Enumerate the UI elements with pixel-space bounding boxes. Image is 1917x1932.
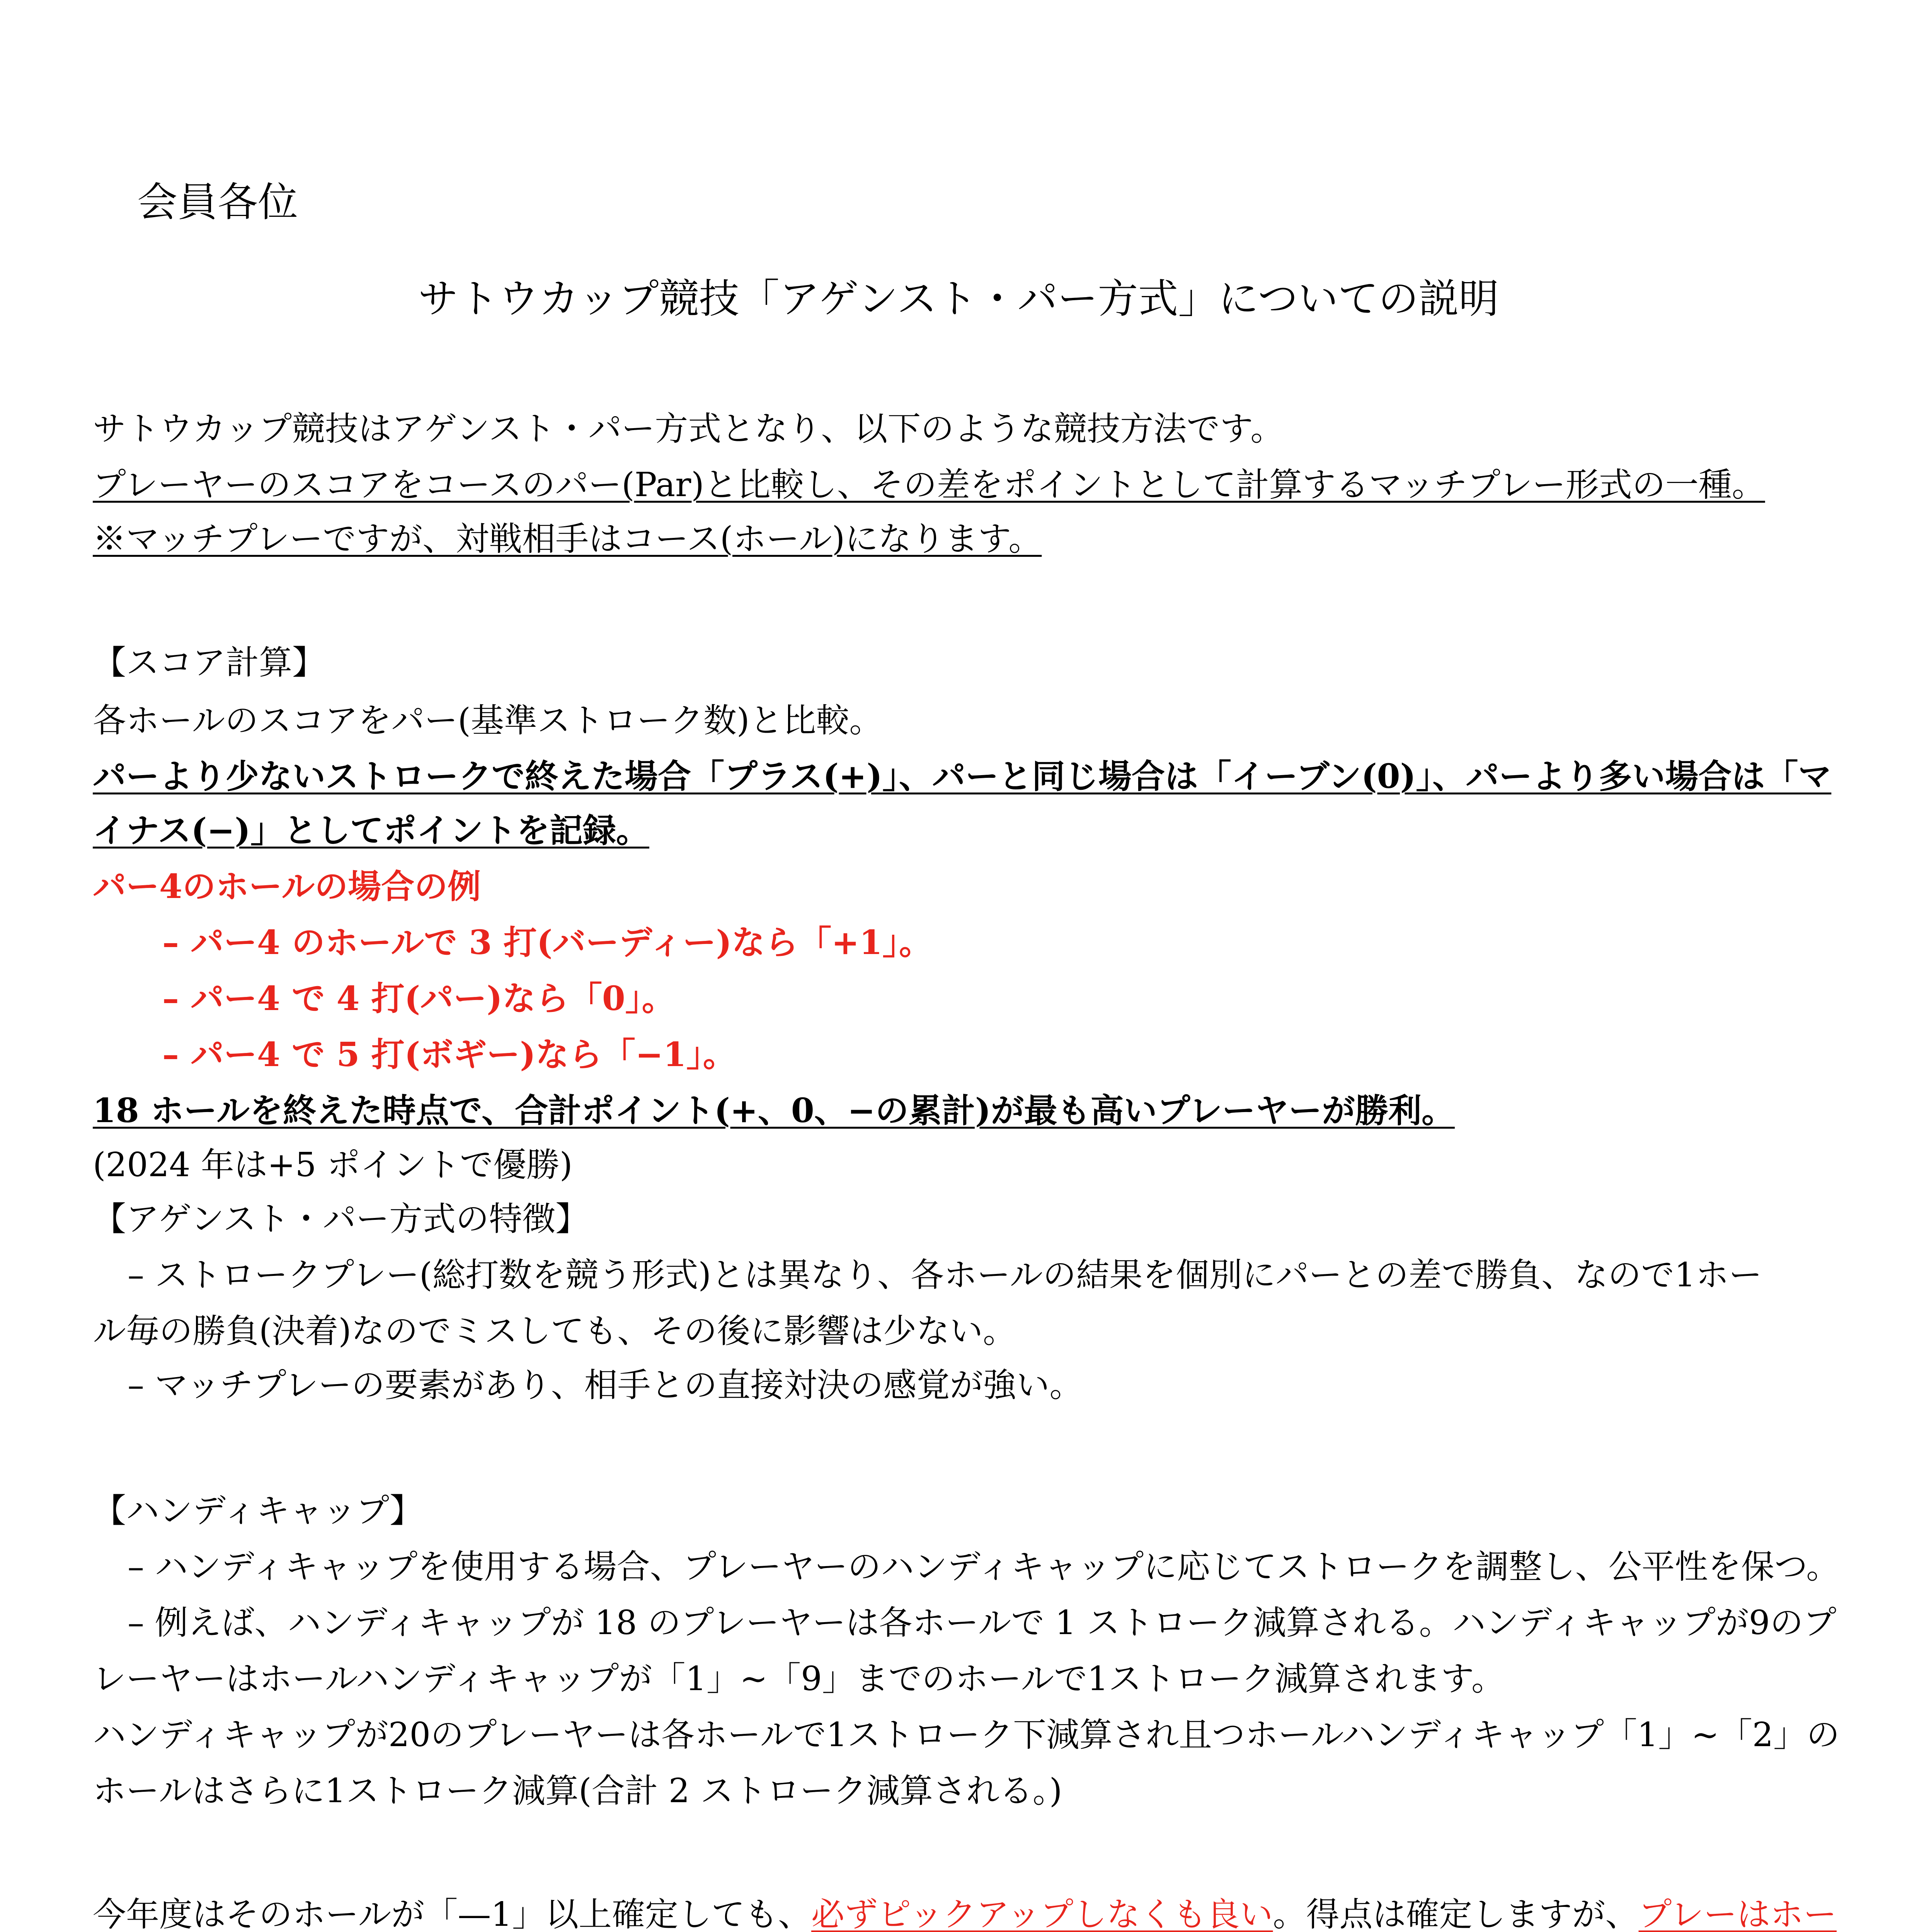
features-item-2: – マッチプレーの要素があり、相手との直接対決の感覚が強い。 — [128, 1366, 1083, 1405]
example-heading: パー4のホールの場合の例 — [93, 867, 481, 906]
handicap-heading: 【ハンディキャップ】 — [93, 1492, 423, 1530]
score-line-1: 各ホールのスコアをパー(基準ストローク数)と比較。 — [93, 701, 883, 740]
intro-line-3: ※マッチプレーですが、対戦相手はコース(ホール)になります。 — [93, 520, 1042, 558]
notice-highlight: 必ずピックアップしなくも良い — [811, 1895, 1273, 1932]
features-item-1-line-2: ル毎の勝負(決着)なのでミスしても、その後に影響は少ない。 — [93, 1312, 1016, 1350]
features-heading: 【アゲンスト・パー方式の特徴】 — [93, 1200, 589, 1238]
example-item: – パー4 で 5 打(ボギー)なら「−1」。 — [162, 1035, 736, 1074]
score-line-3: イナス(−)」としてポイントを記録。 — [93, 811, 649, 850]
notice-line-1 — [93, 1891, 1837, 1932]
features-item-1-line-1: – ストロークプレー(総打数を競う形式)とは異なり、各ホールの結果を個別にパーとの差で勝負、なので1ホー — [128, 1256, 1762, 1294]
handicap-line-4: ホールはさらに1ストローク減算(合計 2 ストローク減算される。) — [93, 1772, 1062, 1810]
intro-line-1: サトウカップ競技はアゲンスト・パー方式となり、以下のような競技方法です。 — [93, 410, 1284, 448]
handicap-item-2-line-1: – 例えば、ハンディキャップが 18 のプレーヤーは各ホールで 1 ストローク減算される。ハンディキャップが9のプ — [128, 1604, 1837, 1642]
example-item: – パー4 で 4 打(パー)なら「0」。 — [162, 979, 675, 1018]
score-heading: 【スコア計算】 — [93, 643, 325, 682]
addressee: 会員各位 — [137, 179, 298, 226]
winner-line: 18 ホールを終えた時点で、合計ポイント(+、0、−の累計)が最も高いプレーヤーが勝利。 — [93, 1091, 1455, 1130]
handicap-item-1: – ハンディキャップを使用する場合、プレーヤーのハンディキャップに応じてストロークを調整し、公平性を保つ。 — [128, 1548, 1840, 1586]
score-line-2: パーより少ないストロークで終えた場合「プラス(+)」、パーと同じ場合は「イーブン(0)」、パーより多い場合は「マ — [93, 757, 1832, 796]
handicap-item-2-line-2: レーヤーはホールハンディキャップが「1」~「9」までのホールで1ストローク減算されます。 — [93, 1660, 1505, 1698]
note-2024: (2024 年は+5 ポイントで優勝) — [93, 1146, 573, 1184]
document-title: サトウカップ競技「アゲンスト・パー方式」についての説明 — [418, 275, 1499, 322]
example-item: – パー4 のホールで 3 打(バーディー)なら「+1」。 — [162, 923, 933, 962]
notice-highlight: プレーはホー — [1638, 1895, 1837, 1932]
notice-text: 今年度はそのホールが「—1」以上確定しても、 — [93, 1895, 811, 1932]
notice-text: 。得点は確定しますが、 — [1273, 1895, 1639, 1932]
handicap-line-3: ハンディキャップが20のプレーヤーは各ホールで1ストローク下減算され且つホールハンディキャップ「1」~「2」の — [93, 1716, 1840, 1754]
intro-line-2: プレーヤーのスコアをコースのパー(Par)と比較し、その差をポイントとして計算するマッチプレー形式の一種。 — [93, 466, 1765, 504]
